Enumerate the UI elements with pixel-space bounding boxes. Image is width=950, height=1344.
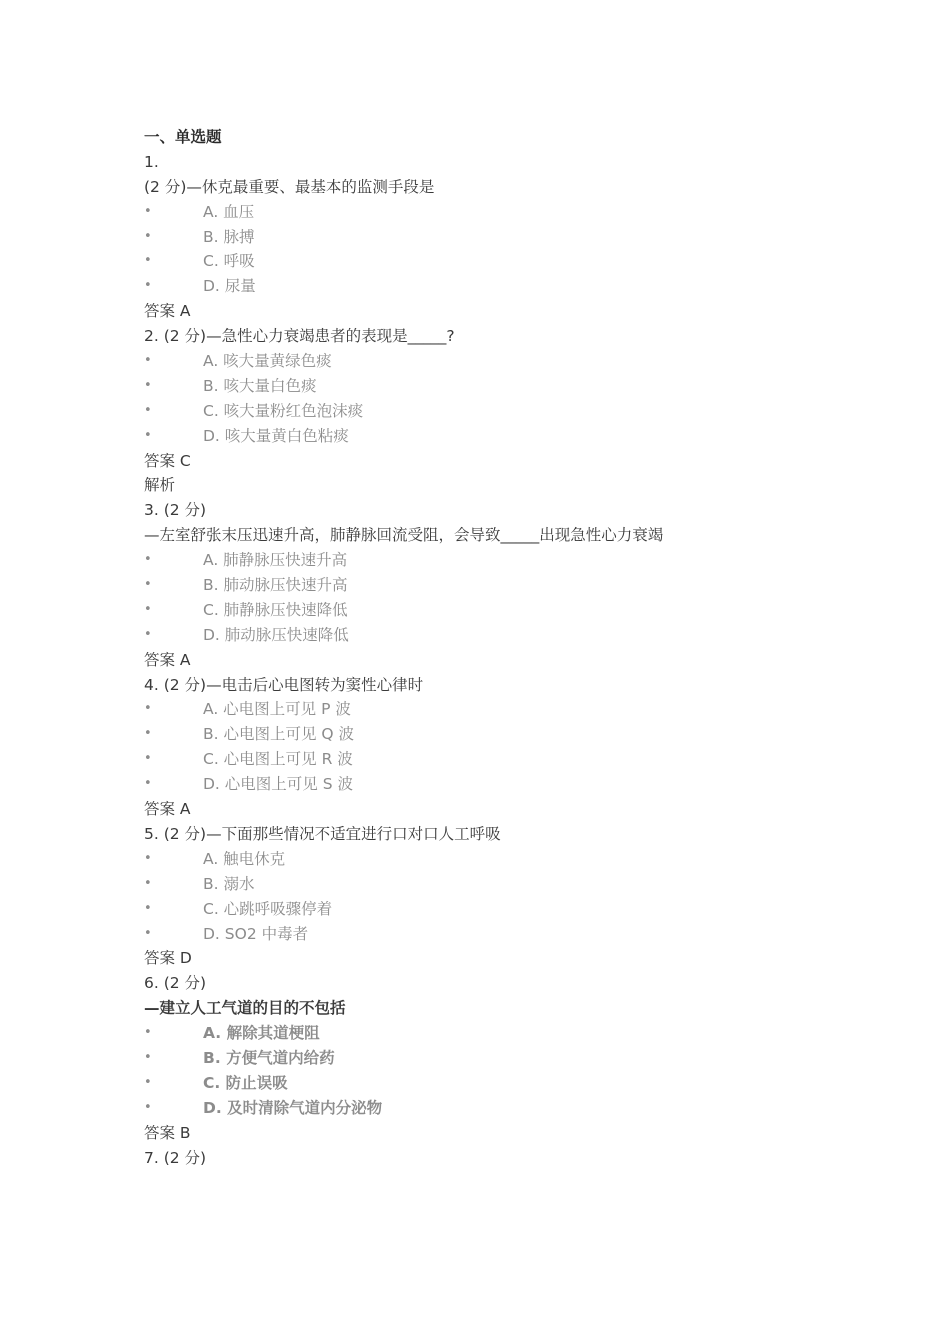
question-stem: (2 分)—休克最重要、最基本的监测手段是 xyxy=(144,177,435,196)
option-text: A. 解除其道梗阻 xyxy=(203,1024,320,1043)
bullet-icon: • xyxy=(144,1074,152,1090)
answer-line: 答案 C xyxy=(144,451,191,470)
question-number: 2. (2 分)—急性心力衰竭患者的表现是_____? xyxy=(144,327,455,346)
question-number: 7. (2 分) xyxy=(144,1148,207,1167)
option-text: A. 血压 xyxy=(203,202,255,221)
option-text: D. SO2 中毒者 xyxy=(203,924,309,943)
option-text: B. 方便气道内给药 xyxy=(203,1048,335,1067)
option-item xyxy=(144,1021,884,1046)
option-item xyxy=(144,1071,884,1096)
bullet-icon: • xyxy=(144,552,152,568)
bullet-icon: • xyxy=(144,427,152,443)
answer-line: 答案 A xyxy=(144,800,191,819)
option-text: D. 肺动脉压快速降低 xyxy=(203,625,349,644)
option-text: A. 咳大量黄绿色痰 xyxy=(203,352,332,371)
option-item xyxy=(144,623,884,648)
bullet-icon: • xyxy=(144,278,152,294)
option-text: B. 心电图上可见 Q 波 xyxy=(203,725,355,744)
answer-line: 答案 A xyxy=(144,302,191,321)
question-list xyxy=(144,150,884,1171)
option-item xyxy=(144,697,884,722)
option-text: C. 防止误吸 xyxy=(203,1073,288,1092)
bullet-icon: • xyxy=(144,925,152,941)
bullet-icon: • xyxy=(144,601,152,617)
option-text: A. 心电图上可见 P 波 xyxy=(203,700,351,719)
question-block xyxy=(144,498,884,672)
option-text: D. 尿量 xyxy=(203,277,256,296)
question-number: 1. xyxy=(144,152,159,171)
question-block xyxy=(144,324,884,498)
bullet-icon: • xyxy=(144,751,152,767)
question-number: 3. (2 分) xyxy=(144,501,207,520)
option-item xyxy=(144,1096,884,1121)
option-item xyxy=(144,274,884,299)
bullet-icon: • xyxy=(144,776,152,792)
analysis-label: 解析 xyxy=(144,476,176,495)
document-body xyxy=(144,125,884,1170)
bullet-icon: • xyxy=(144,377,152,393)
bullet-icon: • xyxy=(144,228,152,244)
option-text: C. 呼吸 xyxy=(203,252,255,271)
option-item xyxy=(144,225,884,250)
answer-line: 答案 B xyxy=(144,1123,191,1142)
bullet-icon: • xyxy=(144,875,152,891)
option-text: D. 咳大量黄白色粘痰 xyxy=(203,426,349,445)
bullet-icon: • xyxy=(144,1099,152,1115)
bullet-icon: • xyxy=(144,253,152,269)
option-item xyxy=(144,598,884,623)
option-text: C. 心跳呼吸骤停着 xyxy=(203,899,333,918)
option-text: B. 溺水 xyxy=(203,874,255,893)
question-stem: —左室舒张末压迅速升高，肺静脉回流受阻，会导致_____出现急性心力衰竭 xyxy=(144,526,664,545)
option-item xyxy=(144,548,884,573)
option-text: A. 触电休克 xyxy=(203,849,286,868)
question-number: 6. (2 分) xyxy=(144,974,207,993)
bullet-icon: • xyxy=(144,402,152,418)
bullet-icon: • xyxy=(144,577,152,593)
option-text: B. 脉搏 xyxy=(203,227,255,246)
option-item xyxy=(144,349,884,374)
bullet-icon: • xyxy=(144,626,152,642)
option-item xyxy=(144,747,884,772)
option-item xyxy=(144,573,884,598)
option-item xyxy=(144,897,884,922)
bullet-icon: • xyxy=(144,1049,152,1065)
bullet-icon: • xyxy=(144,203,152,219)
question-stem: —建立人工气道的目的不包括 xyxy=(144,999,346,1018)
bullet-icon: • xyxy=(144,701,152,717)
question-block xyxy=(144,1146,884,1171)
option-item xyxy=(144,249,884,274)
option-item xyxy=(144,200,884,225)
question-block xyxy=(144,971,884,1145)
bullet-icon: • xyxy=(144,850,152,866)
bullet-icon: • xyxy=(144,900,152,916)
option-item xyxy=(144,847,884,872)
option-text: B. 肺动脉压快速升高 xyxy=(203,576,348,595)
option-item xyxy=(144,424,884,449)
option-item xyxy=(144,772,884,797)
option-item xyxy=(144,374,884,399)
bullet-icon: • xyxy=(144,353,152,369)
option-item xyxy=(144,1046,884,1071)
question-block xyxy=(144,822,884,971)
option-text: C. 心电图上可见 R 波 xyxy=(203,750,353,769)
option-text: A. 肺静脉压快速升高 xyxy=(203,551,348,570)
question-number: 4. (2 分)—电击后心电图转为窦性心律时 xyxy=(144,675,424,694)
answer-line: 答案 A xyxy=(144,650,191,669)
option-text: B. 咳大量白色痰 xyxy=(203,376,317,395)
bullet-icon: • xyxy=(144,726,152,742)
answer-line: 答案 D xyxy=(144,949,192,968)
option-text: D. 心电图上可见 S 波 xyxy=(203,775,353,794)
option-item xyxy=(144,399,884,424)
option-text: C. 肺静脉压快速降低 xyxy=(203,600,348,619)
question-block xyxy=(144,673,884,822)
question-block xyxy=(144,150,884,324)
bullet-icon: • xyxy=(144,1025,152,1041)
option-text: D. 及时清除气道内分泌物 xyxy=(203,1098,383,1117)
option-item xyxy=(144,922,884,947)
option-text: C. 咳大量粉红色泡沫痰 xyxy=(203,401,364,420)
question-number: 5. (2 分)—下面那些情况不适宜进行口对口人工呼吸 xyxy=(144,824,501,843)
option-item xyxy=(144,872,884,897)
section-title: 一、单选题 xyxy=(144,128,222,146)
option-item xyxy=(144,722,884,747)
